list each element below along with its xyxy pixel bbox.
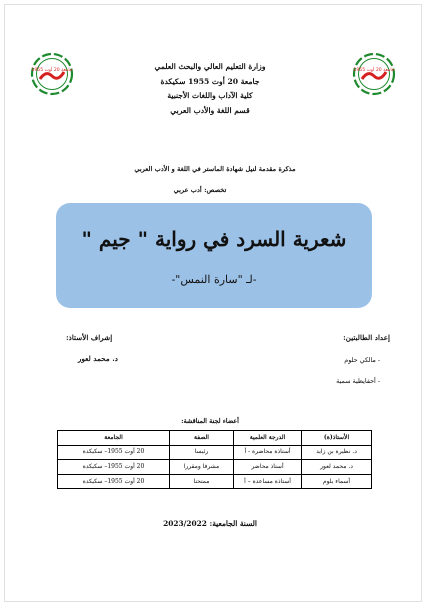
student-name-2: - أحفايظية سمية xyxy=(336,377,380,385)
ministry-name: وزارة التعليم العالي والبحث العلمي xyxy=(154,62,266,71)
university-logo-right xyxy=(352,52,396,96)
header-role: الصفة xyxy=(170,431,234,446)
cell-university: 20 أوت 1955– سكيكدة xyxy=(58,474,170,489)
header-professor: الأستاذ(ة) xyxy=(302,431,372,446)
thesis-subtitle: -لـ "سارة النمس"- xyxy=(171,273,257,286)
committee-table xyxy=(57,430,372,489)
institution-header xyxy=(90,60,330,118)
header-university: الجامعة xyxy=(58,431,170,446)
memo-description: مذكرة مقدمة لنيل شهادة الماستر في اللغة و الأدب العربي xyxy=(134,165,296,173)
header-rank: الدرجة العلمية xyxy=(234,431,302,446)
supervision-label: إشراف الأستاذ: xyxy=(66,333,113,342)
cell-professor: د. نظيرة بن زايد xyxy=(302,445,372,460)
cell-university: 20 أوت 1955– سكيكدة xyxy=(58,445,170,460)
table-row xyxy=(58,445,372,460)
cell-rank: أستاذة مساعدة – أ xyxy=(234,474,302,489)
committee-title: أعضاء لجنة المناقشة: xyxy=(181,417,239,425)
logo-text-left: جامعة 20 أوت 1955 xyxy=(31,68,73,73)
academic-year: السنة الجامعية: 2023/2022 xyxy=(163,519,257,528)
supervisor-name: د. محمد لعور xyxy=(78,354,118,363)
faculty-name: كلية الآداب واللغات الأجنبية xyxy=(167,91,253,100)
cell-professor: د. محمد لعور xyxy=(302,460,372,475)
table-row xyxy=(58,474,372,489)
thesis-title: شعرية السرد في رواية " جيم " xyxy=(81,227,347,251)
committee-header-row xyxy=(58,431,372,446)
logo-text-right: جامعة 20 أوت 1955 xyxy=(353,68,395,73)
cell-role: مشرفا ومقررا xyxy=(170,460,234,475)
university-name: جامعة 20 أوت 1955 سكيكدة xyxy=(160,76,260,86)
title-box xyxy=(56,203,372,308)
department-name: قسم اللغة والأدب العربي xyxy=(170,105,250,115)
student-name-1: - مالكي حلوم xyxy=(344,356,380,364)
table-row xyxy=(58,460,372,475)
cell-rank: أستاذ محاضر xyxy=(234,460,302,475)
cell-role: رئيسا xyxy=(170,445,234,460)
cell-professor: أسماء بلوم xyxy=(302,474,372,489)
cell-role: ممتحنا xyxy=(170,474,234,489)
prepared-by-label: إعداد الطالبتين: xyxy=(343,333,390,342)
cell-university: 20 أوت 1955– سكيكدة xyxy=(58,460,170,475)
cell-rank: أستاذة محاضرة - أ xyxy=(234,445,302,460)
specialty-line: تخصص: أدب عربي xyxy=(173,186,227,194)
university-logo-left xyxy=(30,52,74,96)
